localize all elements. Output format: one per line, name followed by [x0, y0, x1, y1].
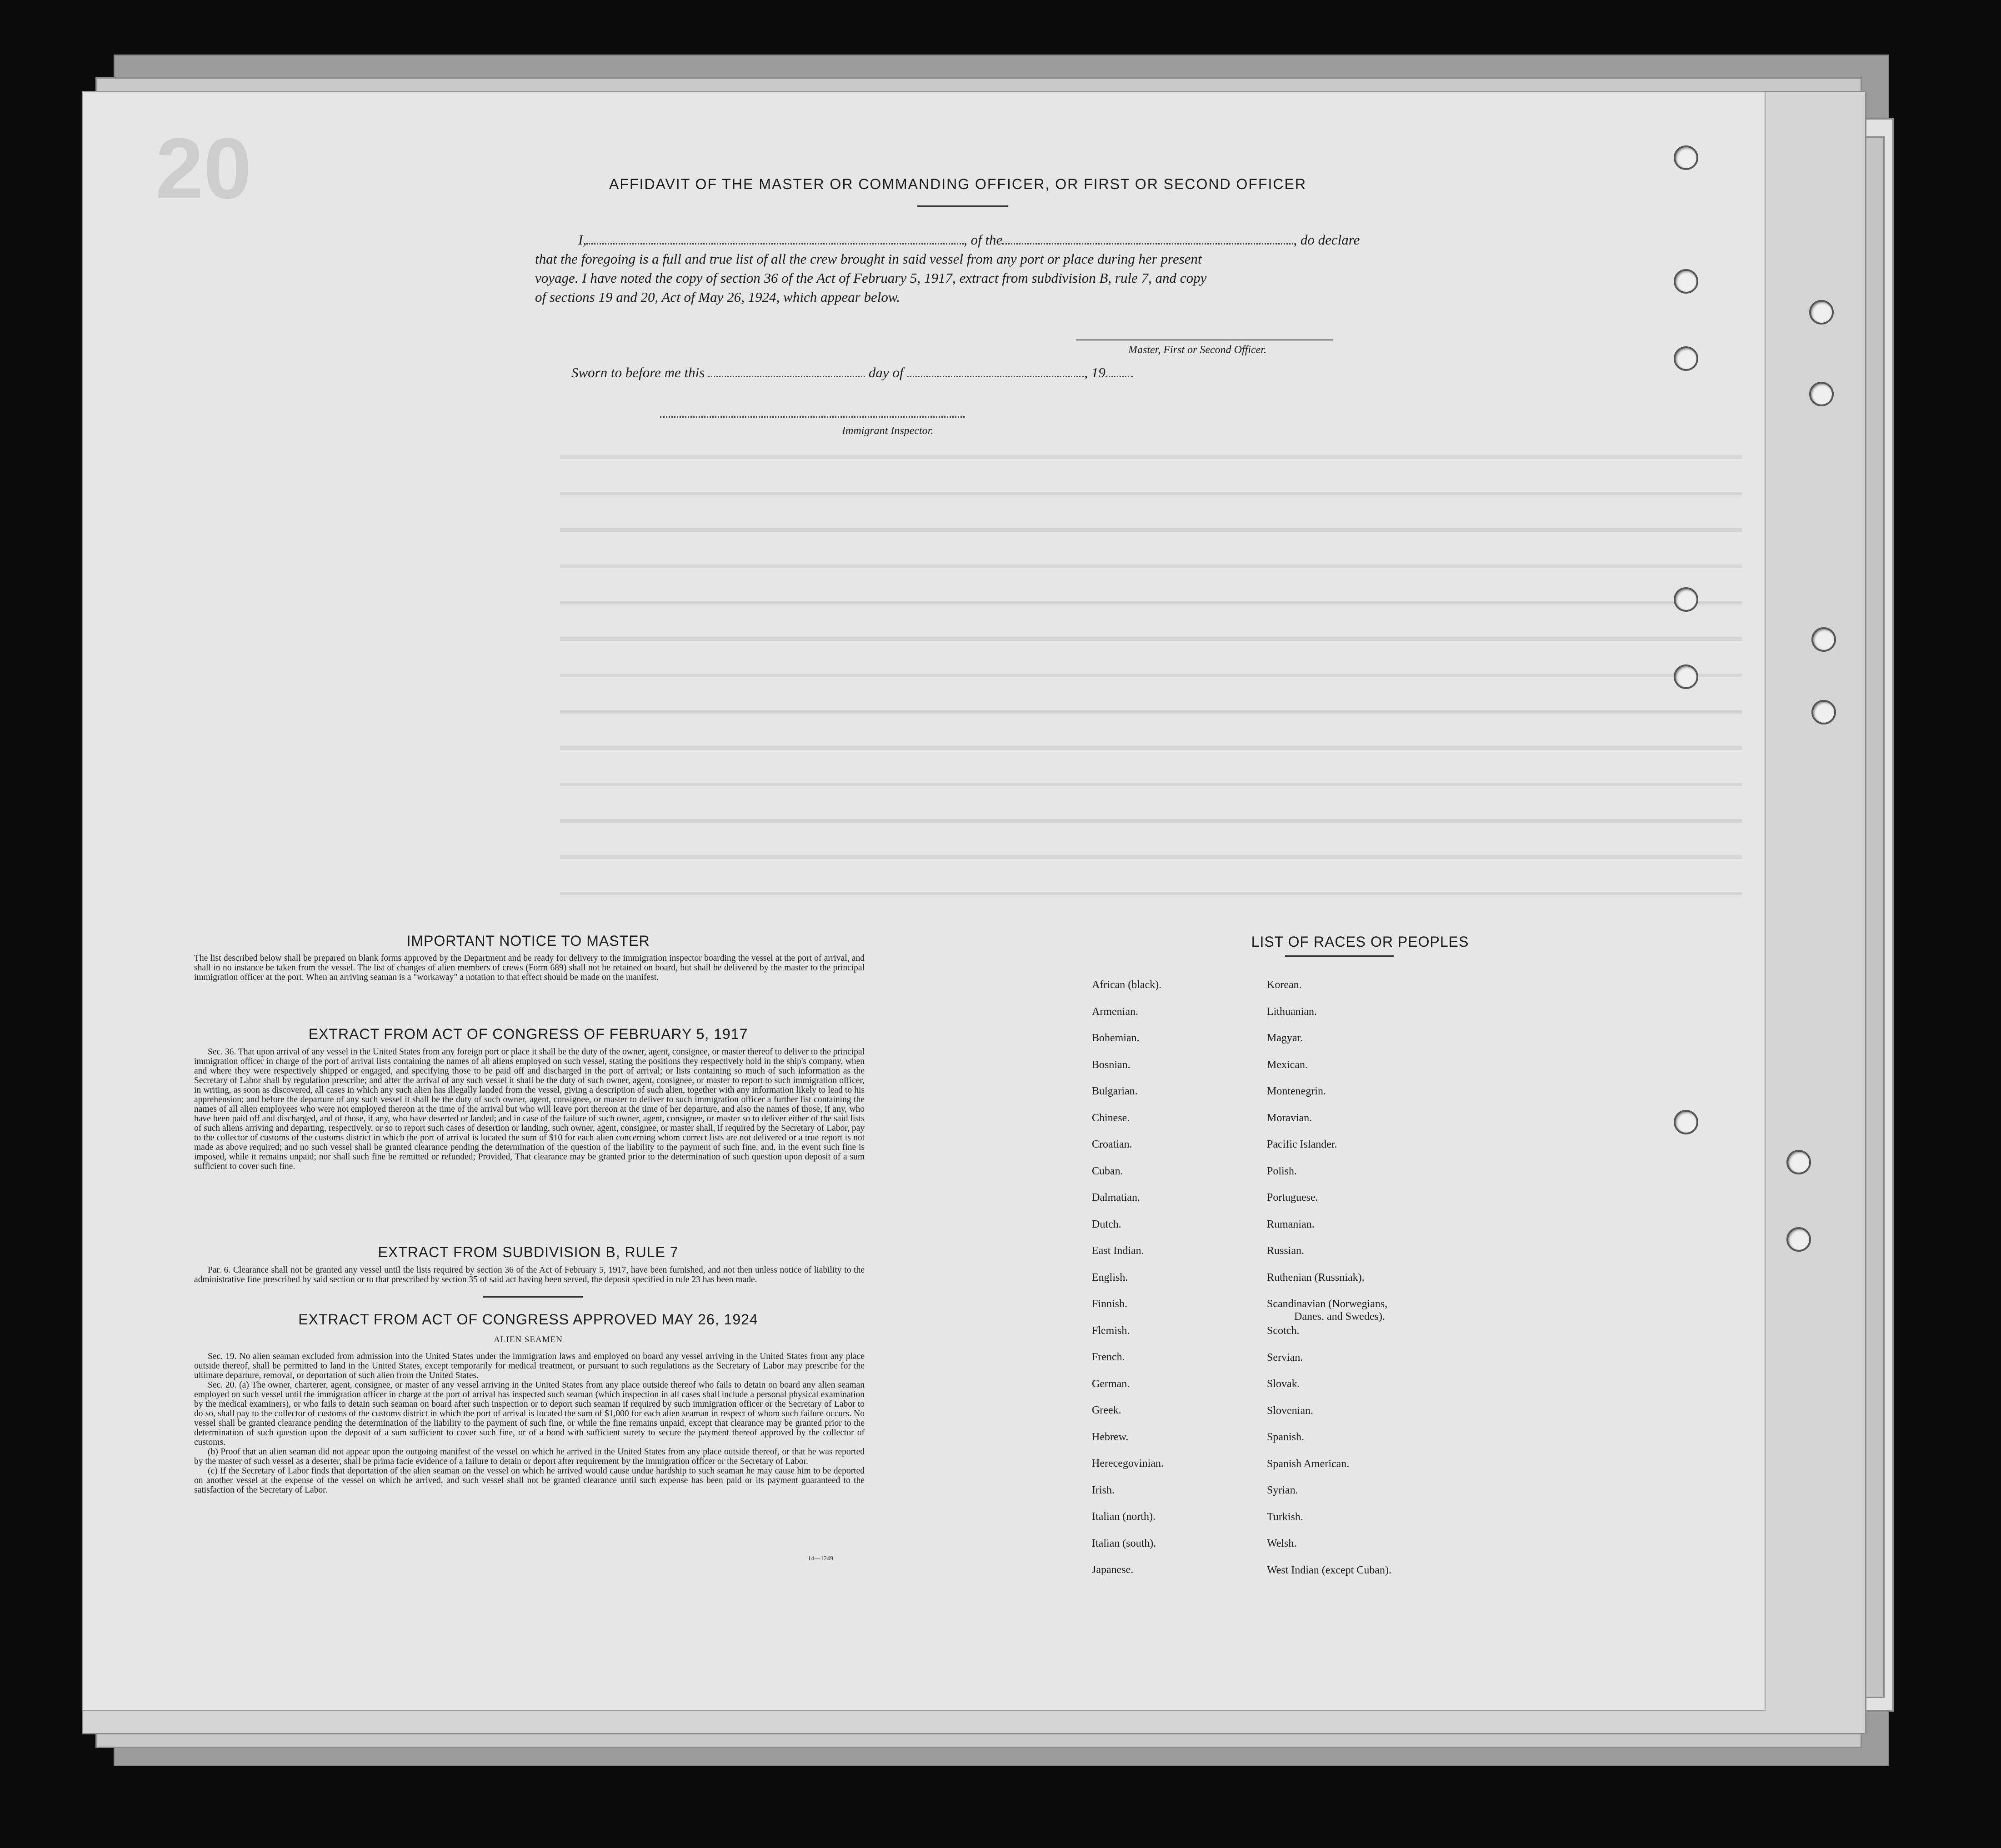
divider — [483, 1296, 583, 1298]
race-item: Ruthenian (Russniak). — [1267, 1271, 1365, 1284]
punch-hole-icon — [1811, 700, 1836, 724]
sec-20a-text: Sec. 20. (a) The owner, charterer, agent, consignee, or master of any vessel arriving in the United States from any place outside thereof who fails to detain on board any alien seaman employed on such vessel until the immigration officer in charge at the port of arrival has inspected such seaman (which inspection in all cases shall include a personal physical examination by the medical examiners), or who fails to detain such seaman on board after such inspection or to deport such seaman if required by such immigration officer or the Secretary of Labor to do so, shall pay to the collector of customs of the customs district in which the port of arrival is located the sum of $1,000 for each alien seaman in respect of whom such failure occurs. No vessel shall be granted clearance pending the determination of the liability to the payment of such fine, or while the fine remains unpaid, except that clearance may be granted prior to the determination of such question upon the deposit of a sum sufficient to cover such fine, or of a bond with sufficient surety to secure the payment thereof approved by the collector of customs. — [194, 1380, 865, 1447]
divider — [1285, 955, 1394, 957]
punch-hole-icon — [1786, 1227, 1811, 1252]
sworn-day-blank — [708, 367, 865, 377]
race-item: Polish. — [1267, 1165, 1297, 1177]
sworn-text: Sworn to before me this — [571, 365, 705, 380]
punch-hole-icon — [1811, 627, 1836, 652]
race-item: Bulgarian. — [1092, 1085, 1138, 1097]
race-item: Scotch. — [1267, 1325, 1300, 1337]
extract-1924-subtitle: ALIEN SEAMEN — [494, 1335, 563, 1344]
year-blank — [1106, 367, 1133, 377]
race-item: Magyar. — [1267, 1032, 1303, 1044]
sec-20b-text: (b) Proof that an alien seaman did not appear upon the outgoing manifest of the vessel on which he arrived in the United States from any place outside thereof, or that he was reported by the master of such vessel as a deserter, shall be prima facie evidence of a failure to detain or deport after requirement by the immigration officer or the Secretary of Labor. — [194, 1447, 865, 1466]
race-item: Portuguese. — [1267, 1192, 1318, 1204]
race-item: African (black). — [1092, 979, 1162, 991]
race-item: Finnish. — [1092, 1298, 1128, 1310]
race-item: West Indian (except Cuban). — [1267, 1564, 1391, 1576]
race-item: Italian (north). — [1092, 1511, 1156, 1523]
punch-hole-icon — [1674, 1110, 1698, 1134]
race-item: Pacific Islander. — [1267, 1139, 1337, 1150]
race-item: Bohemian. — [1092, 1032, 1140, 1044]
race-item: Armenian. — [1092, 1005, 1138, 1018]
punch-hole-icon — [1674, 269, 1698, 294]
race-item: Italian (south). — [1092, 1537, 1156, 1549]
race-item: Moravian. — [1267, 1112, 1312, 1124]
race-item: Greek. — [1092, 1404, 1121, 1416]
race-item: Flemish. — [1092, 1324, 1130, 1337]
inspector-signature-line — [660, 416, 965, 419]
sec-19-text: Sec. 19. No alien seaman excluded from admission into the United States under the immigration laws and employed on board any vessel arriving in the United States from any place outside thereof, shall be permitted to land in the United States, except temporarily for medical treatment, or pursuant to such regulations as the Secretary of Labor may prescribe for the ultimate departure, removal, or deportation of such alien from the United States. — [194, 1352, 865, 1380]
vessel-blank — [1002, 234, 1293, 245]
race-item: Herecegovinian. — [1092, 1458, 1164, 1469]
punch-hole-icon — [1674, 346, 1698, 371]
manifest-page — [82, 91, 1766, 1711]
race-item: Korean. — [1267, 979, 1302, 991]
race-item: Spanish. — [1267, 1431, 1305, 1443]
race-item: Turkish. — [1267, 1511, 1303, 1523]
inspector-label: Immigrant Inspector. — [842, 425, 934, 437]
race-item: Chinese. — [1092, 1112, 1130, 1124]
race-item: Syrian. — [1267, 1484, 1298, 1496]
extract-rule7-title: EXTRACT FROM SUBDIVISION B, RULE 7 — [378, 1244, 679, 1260]
sworn-month-blank — [907, 367, 1084, 377]
year-text: , 19 — [1084, 365, 1106, 380]
affidavit-title: AFFIDAVIT OF THE MASTER OR COMMANDING OFFICER, OR FIRST OR SECOND OFFICER — [609, 176, 1306, 192]
race-item: Bosnian. — [1092, 1059, 1131, 1071]
punch-hole-icon — [1809, 382, 1834, 406]
race-item: Slovak. — [1267, 1378, 1300, 1390]
punch-hole-icon — [1809, 300, 1834, 325]
race-item: English. — [1092, 1271, 1128, 1284]
form-number: 14—1249 — [808, 1555, 833, 1562]
bleed-through: 20 — [83, 92, 1765, 1710]
punch-hole-icon — [1674, 664, 1698, 689]
extract-1917-title: EXTRACT FROM ACT OF CONGRESS OF FEBRUARY 5, 1917 — [308, 1026, 748, 1042]
race-item: Irish. — [1092, 1484, 1115, 1496]
affidavit-declare: , do declare — [1293, 232, 1360, 248]
race-item: Montenegrin. — [1267, 1085, 1326, 1097]
notice-title: IMPORTANT NOTICE TO MASTER — [406, 933, 650, 949]
race-item: Dutch. — [1092, 1218, 1121, 1230]
punch-hole-icon — [1786, 1150, 1811, 1174]
race-item: Lithuanian. — [1267, 1005, 1317, 1018]
race-item: Japanese. — [1092, 1564, 1134, 1576]
affidavit-of-the: , of the — [964, 232, 1003, 248]
master-label: Master, First or Second Officer. — [1128, 344, 1266, 356]
divider — [917, 205, 1008, 207]
punch-hole-icon — [1674, 145, 1698, 170]
affidavit-line-2: that the foregoing is a full and true list of all the crew brought in said vessel from any port or place during her present — [535, 251, 1202, 267]
race-item: Servian. — [1267, 1351, 1303, 1364]
race-item: German. — [1092, 1378, 1130, 1390]
race-item: Cuban. — [1092, 1165, 1123, 1177]
race-item: Russian. — [1267, 1245, 1305, 1257]
extract-rule7-text: Par. 6. Clearance shall not be granted any vessel until the lists required by section 36 of the Act of February 5, 1917, have been furnished, and not then unless notice of liability to the administrative fine prescribed by said section or to that prescribed by section 35 of said act having been served, the deposit specified in rule 23 has been made. — [194, 1265, 865, 1284]
race-item: Hebrew. — [1092, 1431, 1129, 1443]
name-blank — [586, 234, 964, 245]
affidavit-line-1 — [535, 232, 1421, 248]
affidavit-line-3: voyage. I have noted the copy of section 36 of the Act of February 5, 1917, extract from subdivision B, rule 7, and copy — [535, 270, 1207, 286]
extract-1917-text: Sec. 36. That upon arrival of any vessel in the United States from any foreign port or place it shall be the duty of the owner, agent, consignee, or master thereof to deliver to the principal immigration officer in charge of the port of arrival lists containing the names of all aliens employed on such vessel, stating the positions they respectively hold in the ship's company, when and where they were respectively shipped or engaged, and specifying those to be paid off and discharged in the port of arrival; or lists containing so much of such information as the Secretary of Labor shall by regulation prescribe; and after the arrival of any such vessel it shall be the duty of such owner, agent, consignee, or master to report to such immigration officer, in writing, as soon as discovered, all cases in which any such alien has illegally landed from the vessel, giving a description of such alien, together with any information likely to lead to his apprehension; and before the departure of any such vessel it shall be the duty of such owner, agent, consignee, or master to deliver to such immigration officer a further list containing the names of all alien employees who were not employed thereon at the time of the arrival but who will leave port thereon at the time of her departure, and also the names of those, if any, who have been paid off and discharged, and of those, if any, who have deserted or landed; and in case of the failure of such owner, agent, consignee, or master so to deliver either of the said lists of such aliens arriving and departing, respectively, or so to report such cases of desertion or landing, such owner, agent, consignee, or master shall, if required by the Secretary of Labor, pay to the collector of customs of the customs district in which the port of arrival is located the sum of $10 for each alien concerning whom correct lists are not delivered or a true report is not made as above required; and no such vessel shall be granted clearance pending the determination of the question of the liability to the payment of such fine, and, in the event such fine is imposed, while it remains unpaid; nor shall such fine be remitted or refunded; Provided, That clearance may be granted prior to the determination of such question upon deposit of a sum sufficient to cover such fine. — [194, 1047, 865, 1171]
race-item: Slovenian. — [1267, 1404, 1313, 1417]
race-item: Welsh. — [1267, 1538, 1297, 1549]
notice-text: The list described below shall be prepared on blank forms approved by the Department and be ready for delivery to the immigration inspector boarding the vessel at the port of arrival, and shall in no instance be taken from the vessel. The list of changes of alien members of crews (Form 689) shall not be retained on board, but shall be delivered by the master to the principal immigration officer at the port. When an arriving seaman is a "workaway" a notation to that effect should be made on the manifest. — [194, 954, 865, 982]
race-item: French. — [1092, 1351, 1125, 1363]
race-item: Croatian. — [1092, 1139, 1132, 1150]
races-title: LIST OF RACES OR PEOPLES — [1251, 934, 1469, 950]
sworn-line — [535, 365, 1421, 381]
race-item: Scandinavian (Norwegians, — [1267, 1298, 1388, 1310]
race-item: Rumanian. — [1267, 1218, 1315, 1230]
affidavit-i: I, — [578, 232, 587, 248]
race-item: Spanish American. — [1267, 1458, 1350, 1470]
extract-1924-body — [194, 1352, 865, 1495]
sec-20c-text: (c) If the Secretary of Labor finds that deportation of the alien seaman on the vessel on which he arrived would cause undue hardship to such seaman he may cause him to be deported on another vessel at the expense of the vessel on which he arrived, and such vessel shall not be granted clearance until such expense has been paid or its payment guaranteed to the satisfaction of the Secretary of Labor. — [194, 1466, 865, 1495]
extract-1924-title: EXTRACT FROM ACT OF CONGRESS APPROVED MAY 26, 1924 — [298, 1311, 758, 1328]
punch-hole-icon — [1674, 587, 1698, 612]
race-item: Mexican. — [1267, 1059, 1308, 1071]
day-of-text: day of — [868, 365, 904, 380]
race-item: East Indian. — [1092, 1245, 1144, 1257]
race-item: Danes, and Swedes). — [1294, 1311, 1385, 1323]
race-item: Dalmatian. — [1092, 1192, 1140, 1204]
affidavit-line-4: of sections 19 and 20, Act of May 26, 1924, which appear below. — [535, 289, 900, 305]
